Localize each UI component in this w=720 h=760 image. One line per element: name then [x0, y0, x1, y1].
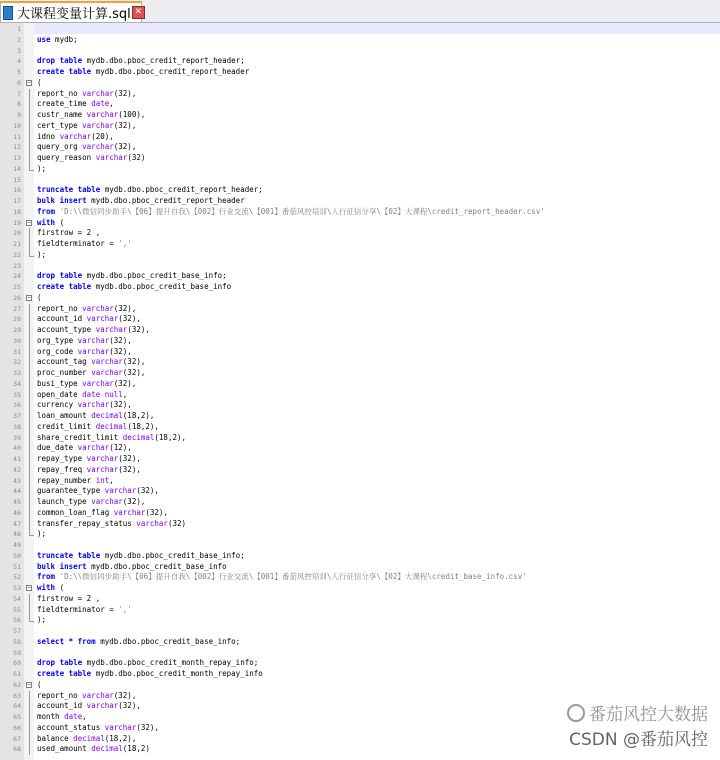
line-number: 28	[13, 315, 21, 324]
line-number: 48	[13, 530, 21, 539]
code-line[interactable]	[0, 250, 720, 261]
code-text[interactable]: create table mydb.dbo.pboc_credit_month_repay_info	[37, 669, 263, 678]
fold-guide	[29, 99, 30, 110]
line-number: 54	[13, 594, 21, 603]
line-number: 12	[13, 143, 21, 152]
line-number: 23	[13, 261, 21, 270]
code-text[interactable]: report_no varchar(32),	[37, 690, 137, 700]
code-line[interactable]	[0, 422, 720, 433]
code-line[interactable]	[0, 411, 720, 422]
code-text[interactable]: proc_number varchar(32),	[37, 368, 146, 377]
line-number: 35	[13, 390, 21, 399]
code-text[interactable]: );	[37, 249, 47, 259]
code-text[interactable]: report_no varchar(32),	[37, 88, 137, 98]
code-line[interactable]	[0, 89, 720, 100]
file-icon	[3, 6, 13, 20]
fold-guide	[29, 519, 30, 530]
code-line[interactable]	[0, 529, 720, 540]
fold-guide	[29, 744, 30, 755]
code-line[interactable]	[0, 347, 720, 358]
code-text[interactable]: transfer_repay_status varchar(32)	[37, 518, 187, 528]
line-number: 47	[13, 519, 21, 528]
watermark	[567, 700, 708, 750]
fold-guide	[29, 368, 30, 379]
code-text[interactable]: );	[37, 163, 47, 173]
fold-guide	[29, 110, 30, 121]
line-number: 4	[17, 57, 21, 66]
line-number: 25	[13, 283, 21, 291]
fold-toggle-icon[interactable]: −	[27, 218, 31, 226]
code-line[interactable]	[0, 239, 720, 250]
code-line[interactable]	[0, 67, 720, 78]
fold-guide	[29, 454, 30, 465]
fold-guide	[29, 443, 30, 454]
line-number: 19	[13, 218, 21, 227]
fold-guide	[29, 508, 30, 519]
line-number: 59	[13, 648, 21, 657]
code-text[interactable]: );	[37, 615, 47, 625]
fold-guide	[29, 497, 30, 508]
code-text[interactable]: create_time date,	[37, 99, 114, 109]
line-number: 31	[13, 347, 21, 356]
line-number: 29	[13, 326, 21, 334]
line-number: 39	[13, 433, 21, 442]
line-number: 24	[13, 272, 21, 281]
line-number: 68	[13, 745, 21, 754]
line-number: 51	[13, 562, 21, 571]
code-line[interactable]	[0, 551, 720, 562]
code-line[interactable]	[0, 153, 720, 164]
line-number: 55	[13, 605, 21, 614]
code-text[interactable]: drop table mydb.dbo.pboc_credit_base_info;	[37, 271, 227, 281]
fold-guide	[29, 594, 30, 605]
code-line[interactable]	[0, 433, 720, 444]
code-line[interactable]	[0, 271, 720, 282]
fold-guide	[29, 701, 30, 712]
line-number: 16	[13, 186, 21, 195]
line-number: 67	[13, 734, 21, 743]
code-line[interactable]	[0, 443, 720, 454]
line-number: 1	[17, 25, 21, 33]
code-line[interactable]	[0, 56, 720, 67]
code-line[interactable]	[0, 626, 720, 637]
code-text[interactable]: with (	[37, 583, 65, 592]
fold-guide	[29, 347, 30, 358]
code-text[interactable]: fieldterminator = ','	[37, 604, 132, 614]
code-line[interactable]	[0, 336, 720, 347]
line-number: 20	[13, 229, 21, 238]
fold-guide	[29, 734, 30, 745]
code-text[interactable]: drop table mydb.dbo.pboc_credit_month_repay_info;	[37, 658, 259, 668]
watermark-brand	[567, 700, 708, 725]
code-line[interactable]	[0, 110, 720, 121]
fold-guide	[29, 314, 30, 325]
line-number: 58	[13, 637, 21, 646]
code-text[interactable]: open_date date null,	[37, 389, 128, 399]
fold-toggle-icon[interactable]: −	[27, 293, 31, 301]
code-line[interactable]	[0, 357, 720, 368]
code-line[interactable]	[0, 519, 720, 530]
code-line[interactable]	[0, 562, 720, 573]
line-number: 49	[13, 541, 21, 549]
code-line[interactable]	[0, 680, 720, 691]
code-text[interactable]: with (	[37, 217, 65, 227]
code-text[interactable]: cert_type varchar(32),	[37, 120, 137, 130]
code-text[interactable]: use mydb;	[37, 34, 78, 44]
fold-guide	[29, 357, 30, 368]
line-number: 40	[13, 444, 21, 453]
code-line[interactable]	[0, 669, 720, 680]
fold-guide	[29, 379, 30, 390]
line-number: 22	[13, 250, 21, 259]
code-line[interactable]	[0, 454, 720, 465]
line-number: 14	[13, 164, 21, 173]
fold-end-guide	[29, 529, 34, 536]
fold-guide	[29, 433, 30, 444]
code-line[interactable]	[0, 196, 720, 207]
code-line[interactable]	[0, 605, 720, 616]
line-number: 60	[13, 659, 21, 668]
line-number: 33	[13, 369, 21, 377]
code-text[interactable]: repay_number int,	[37, 475, 114, 485]
code-text[interactable]: bulk insert mydb.dbo.pboc_credit_report_header	[37, 196, 245, 205]
code-line[interactable]	[0, 615, 720, 626]
code-text[interactable]: firstrow = 2 ,	[37, 593, 101, 603]
fold-guide	[29, 142, 30, 153]
line-number: 41	[13, 455, 21, 463]
line-number: 6	[17, 78, 21, 87]
fold-toggle-icon[interactable]: −	[27, 78, 31, 86]
line-number: 38	[13, 422, 21, 431]
tab-label: 大课程变量计算.sql	[17, 7, 131, 22]
code-line[interactable]	[0, 572, 720, 583]
line-number: 9	[17, 111, 21, 119]
code-text[interactable]: common_loan_flag varchar(32),	[37, 507, 168, 517]
code-text[interactable]: (	[37, 292, 42, 302]
code-line[interactable]	[0, 658, 720, 669]
line-number: 56	[13, 616, 21, 625]
line-number: 2	[17, 35, 21, 44]
close-icon[interactable]: ✕	[132, 6, 145, 19]
wechat-icon	[567, 704, 585, 722]
code-line[interactable]	[0, 325, 720, 336]
code-line[interactable]	[0, 314, 720, 325]
code-line[interactable]	[0, 164, 720, 175]
fold-guide	[29, 304, 30, 315]
line-number: 50	[13, 551, 21, 560]
code-line[interactable]	[0, 132, 720, 143]
tab-file[interactable]	[0, 1, 142, 22]
code-text[interactable]: create table mydb.dbo.pboc_credit_base_info	[37, 282, 232, 291]
fold-end-guide	[29, 164, 34, 171]
line-number: 11	[13, 132, 21, 141]
line-number: 46	[13, 508, 21, 517]
line-number: 18	[13, 207, 21, 216]
code-text[interactable]: due_date varchar(12),	[37, 443, 132, 453]
fold-guide	[29, 400, 30, 411]
code-line[interactable]	[0, 637, 720, 648]
line-number: 37	[13, 412, 21, 420]
fold-toggle-icon[interactable]: −	[27, 680, 31, 688]
fold-end-guide	[29, 615, 34, 622]
line-number: 26	[13, 293, 21, 302]
code-line[interactable]	[0, 261, 720, 272]
code-text[interactable]: custr_name varchar(100),	[37, 110, 146, 119]
fold-guide	[29, 723, 30, 734]
line-number: 61	[13, 670, 21, 678]
code-text[interactable]: from 'D:\\微信同步助手\【06】提升自我\【002】行业交流\【001】番茄风控培训\人行征信分享\【02】大课程\credit_base_info.csv'	[37, 572, 527, 582]
code-text[interactable]: from 'D:\\微信同步助手\【06】提升自我\【002】行业交流\【001】番茄风控培训\人行征信分享\【02】大课程\credit_report_header.csv'	[37, 206, 545, 216]
line-number: 45	[13, 498, 21, 506]
fold-guide	[29, 336, 30, 347]
code-text[interactable]: currency varchar(32),	[37, 400, 132, 410]
code-text[interactable]: (	[37, 679, 42, 689]
code-line[interactable]	[0, 282, 720, 293]
line-number: 8	[17, 100, 21, 109]
code-line[interactable]	[0, 228, 720, 239]
code-line[interactable]	[0, 293, 720, 304]
code-line[interactable]	[0, 400, 720, 411]
code-line[interactable]	[0, 207, 720, 218]
line-number: 7	[17, 89, 21, 98]
fold-guide	[29, 712, 30, 723]
code-line[interactable]	[0, 175, 720, 186]
code-text[interactable]: launch_type varchar(32),	[37, 497, 146, 506]
fold-guide	[29, 325, 30, 336]
fold-guide	[29, 121, 30, 132]
code-line[interactable]	[0, 497, 720, 508]
fold-guide	[29, 411, 30, 422]
code-editor[interactable]	[0, 23, 720, 760]
line-number: 13	[13, 154, 21, 162]
code-text[interactable]: );	[37, 529, 47, 539]
code-text[interactable]: query_org varchar(32),	[37, 142, 137, 152]
code-line[interactable]	[0, 368, 720, 379]
watermark-brand-text: 番茄风控大数据	[589, 705, 708, 725]
code-line[interactable]	[0, 486, 720, 497]
code-line[interactable]	[0, 35, 720, 46]
code-text[interactable]: month date,	[37, 712, 87, 721]
code-text[interactable]: create table mydb.dbo.pboc_credit_report_header	[37, 67, 250, 76]
code-text[interactable]: truncate table mydb.dbo.pboc_credit_report_header;	[37, 185, 263, 195]
code-text[interactable]: org_code varchar(32),	[37, 346, 132, 356]
fold-end-guide	[29, 250, 34, 257]
code-line[interactable]	[0, 185, 720, 196]
line-number: 3	[17, 46, 21, 55]
line-number: 43	[13, 476, 21, 485]
code-line[interactable]	[0, 508, 720, 519]
code-text[interactable]: drop table mydb.dbo.pboc_credit_report_header;	[37, 56, 245, 66]
code-text[interactable]: account_id varchar(32),	[37, 314, 141, 324]
code-text[interactable]: (	[37, 77, 42, 87]
code-text[interactable]: account_type varchar(32),	[37, 325, 150, 334]
line-number: 64	[13, 702, 21, 711]
code-line[interactable]	[0, 540, 720, 551]
code-lines[interactable]	[0, 24, 720, 755]
code-line[interactable]	[0, 304, 720, 315]
code-text[interactable]: idno varchar(20),	[37, 131, 114, 141]
code-line[interactable]	[0, 99, 720, 110]
line-number: 10	[13, 121, 21, 130]
line-number: 34	[13, 379, 21, 388]
fold-guide	[29, 486, 30, 497]
fold-guide	[29, 422, 30, 433]
fold-guide	[29, 390, 30, 401]
code-text[interactable]: select * from mydb.dbo.pboc_credit_base_info;	[37, 636, 241, 646]
code-line[interactable]	[0, 648, 720, 659]
code-text[interactable]: busi_type varchar(32),	[37, 378, 137, 388]
code-text[interactable]: share_credit_limit decimal(18,2),	[37, 432, 187, 442]
code-line[interactable]	[0, 46, 720, 57]
fold-guide	[29, 132, 30, 143]
line-number: 30	[13, 336, 21, 345]
line-number: 65	[13, 713, 21, 721]
code-text[interactable]: repay_freq varchar(32),	[37, 464, 141, 474]
code-text[interactable]: guarantee_type varchar(32),	[37, 486, 159, 496]
line-number: 57	[13, 627, 21, 635]
line-number: 66	[13, 723, 21, 732]
tab-bar	[0, 0, 720, 23]
code-text[interactable]: firstrow = 2 ,	[37, 228, 101, 238]
code-text[interactable]: account_id varchar(32),	[37, 701, 141, 711]
code-line[interactable]	[0, 121, 720, 132]
line-number: 62	[13, 680, 21, 689]
line-number: 52	[13, 573, 21, 582]
code-line[interactable]	[0, 218, 720, 229]
line-number: 42	[13, 465, 21, 474]
line-number: 5	[17, 68, 21, 76]
code-line[interactable]	[0, 465, 720, 476]
fold-guide	[29, 153, 30, 164]
code-text[interactable]: balance decimal(18,2),	[37, 733, 137, 743]
fold-guide	[29, 691, 30, 702]
code-line[interactable]	[0, 390, 720, 401]
code-text[interactable]: report_no varchar(32),	[37, 303, 137, 313]
line-number: 21	[13, 240, 21, 248]
code-text[interactable]: used_amount decimal(18,2)	[37, 744, 150, 754]
code-text[interactable]: org_type varchar(32),	[37, 335, 132, 345]
code-text[interactable]: truncate table mydb.dbo.pboc_credit_base_info;	[37, 550, 245, 560]
code-line[interactable]	[0, 78, 720, 89]
line-number: 53	[13, 584, 21, 592]
code-line[interactable]	[0, 476, 720, 487]
fold-guide	[29, 476, 30, 487]
code-text[interactable]: repay_type varchar(32),	[37, 454, 141, 463]
line-number: 17	[13, 197, 21, 205]
code-line[interactable]	[0, 379, 720, 390]
code-line[interactable]	[0, 583, 720, 594]
line-number: 63	[13, 691, 21, 700]
code-text[interactable]: loan_amount decimal(18,2),	[37, 411, 155, 420]
code-line[interactable]	[0, 24, 720, 35]
code-text[interactable]: credit_limit decimal(18,2),	[37, 421, 159, 431]
code-text[interactable]: account_status varchar(32),	[37, 722, 159, 732]
fold-guide	[29, 465, 30, 476]
fold-guide	[29, 239, 30, 250]
fold-toggle-icon[interactable]: −	[27, 584, 31, 591]
code-text[interactable]: fieldterminator = ','	[37, 239, 132, 248]
fold-guide	[29, 89, 30, 100]
code-line[interactable]	[0, 142, 720, 153]
line-number: 27	[13, 304, 21, 313]
watermark-author: CSDN @番茄风控	[569, 730, 708, 750]
fold-guide	[29, 228, 30, 239]
code-text[interactable]: query_reason varchar(32)	[37, 153, 146, 162]
fold-guide	[29, 605, 30, 616]
code-text[interactable]: bulk insert mydb.dbo.pboc_credit_base_info	[37, 561, 227, 571]
line-number: 32	[13, 358, 21, 367]
code-text[interactable]: account_tag varchar(32),	[37, 357, 146, 367]
line-number: 44	[13, 487, 21, 496]
code-line[interactable]	[0, 594, 720, 605]
line-number: 36	[13, 401, 21, 410]
line-number: 15	[13, 175, 21, 184]
